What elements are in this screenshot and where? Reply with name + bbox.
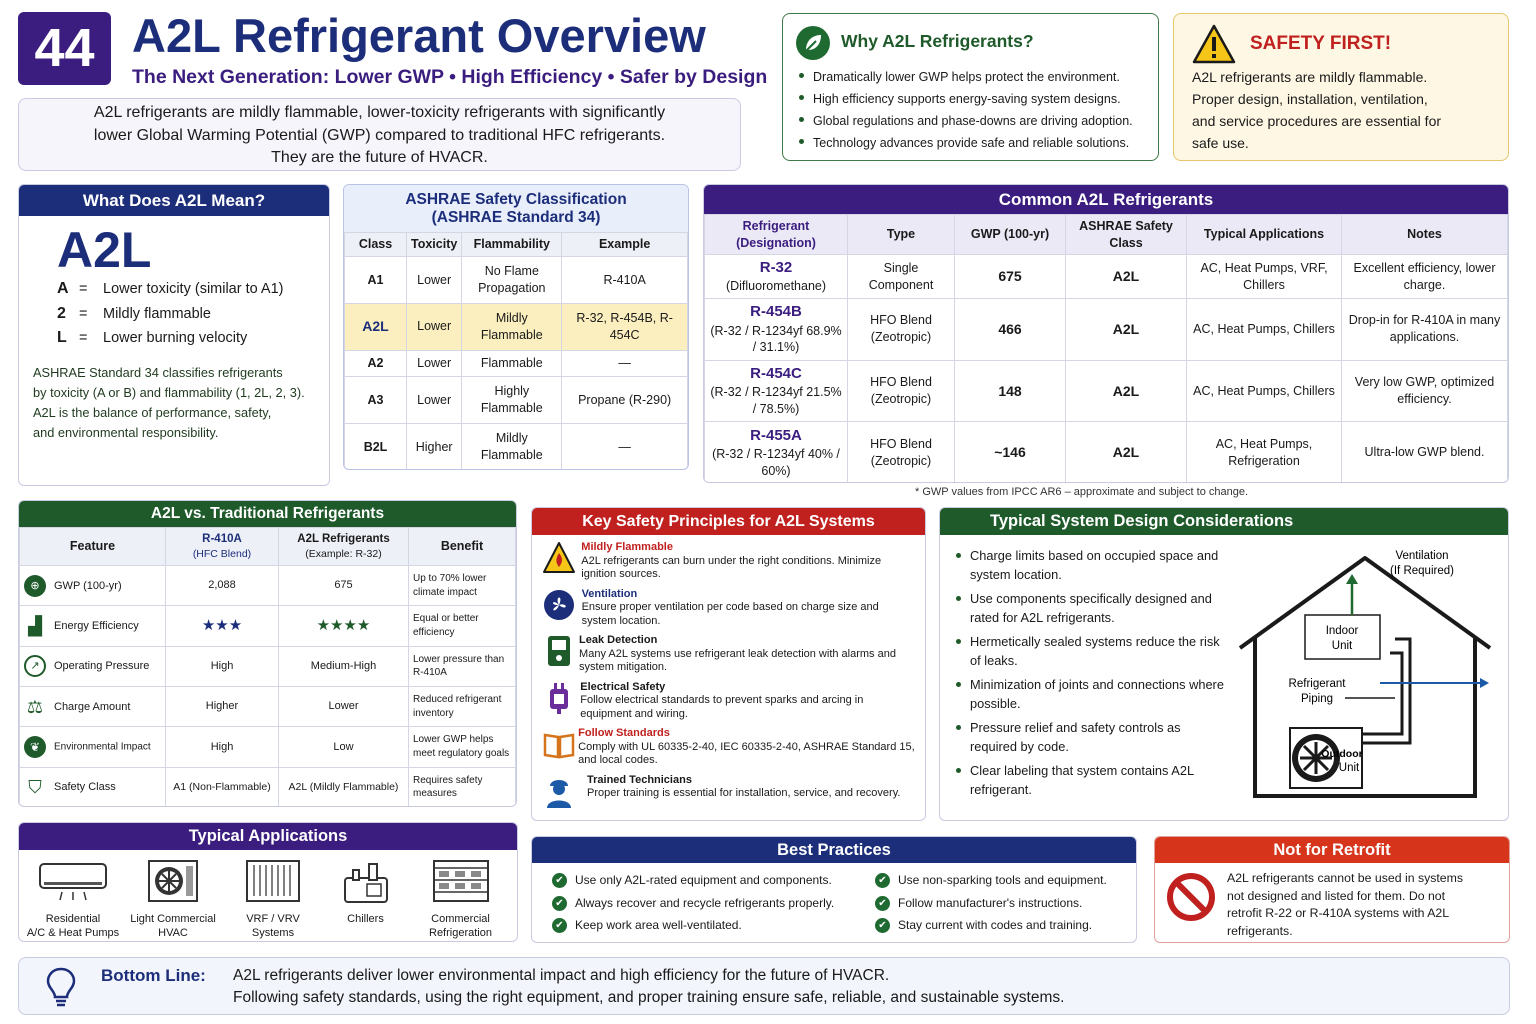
note-line: by toxicity (A or B) and flammability (1, 2L, 2, 3). [33, 385, 305, 400]
table-row: ↗ Operating Pressure High Medium-High Lower pressure than R-410A [20, 646, 516, 686]
list-item: ✔ Stay current with codes and training. [875, 914, 1107, 937]
safety-principles-panel [531, 507, 926, 821]
outdoor-unit-label: Unit [1338, 762, 1360, 774]
ventilation-label: Ventilation [1395, 550, 1449, 562]
safety-line: and service procedures are essential for [1192, 113, 1442, 129]
retrofit-text: A2L refrigerants cannot be used in systems not designed and listed for them. Do not retrofit R-22 or R-410A systems with A2L refrigerants. [1227, 871, 1464, 938]
application-item: Residential A/C & Heat Pumps [26, 858, 121, 940]
table-header: Example [562, 233, 688, 257]
check-icon: ✔ [875, 896, 890, 911]
applications-title: Typical Applications [19, 823, 517, 850]
application-item: Chillers [326, 858, 406, 940]
design-considerations-panel [939, 507, 1509, 821]
check-icon: ✔ [875, 873, 890, 888]
lightbulb-icon [45, 966, 77, 1013]
a2l-meaning-panel [18, 184, 330, 486]
table-header: Feature [20, 528, 166, 566]
best-practices-panel [531, 836, 1137, 943]
a2l-row: A = Lower toxicity (similar to A1) [57, 280, 284, 297]
a2l-big-label: A2L [57, 222, 152, 278]
safety-title: SAFETY FIRST! [1250, 33, 1392, 54]
subtitle-part: High Efficiency [461, 66, 603, 88]
table-header: Notes [1342, 215, 1508, 255]
table-row-highlight: A2L Lower Mildly Flammable R-32, R-454B, R-454C [345, 303, 688, 350]
principle-desc: Follow electrical standards to prevent sparks and arcing in equipment and wiring. [580, 694, 864, 720]
note-line: A2L is the balance of performance, safety, [33, 405, 272, 420]
table-header: GWP (100-yr) [955, 215, 1066, 255]
list-item: Clear labeling that system contains A2L refrigerant. [956, 761, 1226, 799]
indoor-unit-label: Indoor [1325, 625, 1359, 637]
bottom-line-text: A2L refrigerants deliver lower environmental impact and high efficiency for the future of HVACR. Following safety standards, using the right equipment, and proper training ensure safe, reliable, and sustainable systems. [233, 967, 1065, 1006]
table-header: Class [345, 233, 407, 257]
technician-icon [542, 774, 587, 821]
list-item: ✔ Use only A2L-rated equipment and components. [552, 869, 834, 892]
book-icon [542, 727, 578, 774]
safety-text [1192, 66, 1441, 154]
table-header: Toxicity [407, 233, 462, 257]
comparison-table [19, 527, 516, 807]
why-title: Why A2L Refrigerants? [841, 31, 1034, 51]
common-table [704, 214, 1508, 483]
intro-line: A2L refrigerants are mildly flammable, lower-toxicity refrigerants with significantly [93, 104, 666, 121]
list-item: Use components specifically designed and rated for A2L refrigerants. [956, 589, 1226, 627]
safety-line: A2L refrigerants are mildly flammable. [1192, 69, 1428, 85]
list-item: ✔ Follow manufacturer's instructions. [875, 892, 1107, 915]
ashrae-table [344, 232, 688, 470]
table-row: ⚖ Charge Amount Higher Lower Reduced refrigerant inventory [20, 686, 516, 726]
design-list [956, 546, 1226, 804]
table-row: R-454B (R-32 / R-1234yf 68.9% / 31.1%) HFO Blend (Zeotropic) 466 A2L AC, Heat Pumps, Chillers Drop-in for R-410A in many applications. [705, 299, 1508, 361]
page-subtitle: The Next Generation: Lower GWP • High Efficiency • Safer by Design [132, 66, 768, 88]
ventilation-label: (If Required) [1390, 565, 1454, 577]
application-item: VRF / VRV Systems [226, 858, 321, 940]
a2l-row: 2 = Mildly flammable [57, 304, 211, 322]
application-item: Commercial Refrigeration [411, 858, 511, 940]
list-item: Technology advances provide safe and reliable solutions. [799, 132, 1133, 154]
intro-line: They are the future of HVACR. [271, 149, 488, 166]
flame-warning-icon [542, 541, 581, 588]
list-item: Global regulations and phase-downs are driving adoption. [799, 110, 1133, 132]
check-icon: ✔ [552, 918, 567, 933]
plug-icon [542, 681, 580, 728]
outdoor-unit-label: Outdoor [1321, 748, 1363, 760]
gauge-icon: ↗ [24, 655, 46, 677]
common-refrigerants-panel [703, 184, 1509, 483]
ashrae-title-line: ASHRAE Safety Classification [405, 191, 627, 208]
principle-desc: A2L refrigerants can burn under the right conditions. Minimize ignition sources. [581, 554, 882, 580]
a2l-note [33, 363, 305, 443]
indoor-unit-label: Unit [1331, 640, 1353, 652]
best-left-list [552, 869, 834, 937]
bar-chart-icon: ▟ [28, 615, 42, 636]
warning-icon [1192, 24, 1236, 69]
application-item: Light Commercial HVAC [126, 858, 221, 940]
vrf-icon [226, 858, 321, 912]
principle-title: Mildly Flammable [581, 541, 673, 553]
chiller-icon [326, 858, 406, 912]
principle-item [542, 634, 915, 681]
number-badge: 44 [18, 12, 111, 85]
a2l-legend [57, 277, 284, 351]
table-row: B2L Higher Mildly Flammable — [345, 424, 688, 470]
retrofit-title: Not for Retrofit [1155, 837, 1509, 863]
list-item: ✔ Use non-sparking tools and equipment. [875, 869, 1107, 892]
common-title: Common A2L Refrigerants [704, 185, 1508, 214]
table-header: ASHRAE Safety Class [1066, 215, 1187, 255]
fan-icon [542, 588, 582, 635]
table-row: R-455A (R-32 / R-1234yf 40% / 60%) HFO Blend (Zeotropic) ~146 A2L AC, Heat Pumps, Refrigeration Ultra-low GWP blend. [705, 422, 1508, 483]
table-header: Benefit [409, 528, 516, 566]
comparison-title: A2L vs. Traditional Refrigerants [19, 501, 516, 527]
list-item: ✔ Always recover and recycle refrigerants properly. [552, 892, 834, 915]
list-item: Minimization of joints and connections where possible. [956, 675, 1226, 713]
note-line: ASHRAE Standard 34 classifies refrigerants [33, 365, 283, 380]
table-header: A2L Refrigerants (Example: R-32) [279, 528, 409, 566]
why-list [799, 66, 1133, 154]
principle-desc: Many A2L systems use refrigerant leak detection with alarms and system mitigation. [579, 647, 896, 673]
best-right-list [875, 869, 1107, 937]
retrofit-panel [1154, 836, 1510, 943]
safety-line: Proper design, installation, ventilation, [1192, 91, 1428, 107]
safety-line: safe use. [1192, 135, 1249, 151]
principles-list [532, 535, 925, 820]
principle-item [542, 541, 915, 588]
globe-icon: ⊕ [24, 575, 46, 597]
safety-first-box [1173, 13, 1509, 161]
why-a2l-box [782, 13, 1159, 161]
principle-desc: Proper training is essential for installation, service, and recovery. [587, 787, 901, 799]
table-header: Type [848, 215, 955, 255]
table-row: ⛉ Safety Class A1 (Non-Flammable) A2L (Mildly Flammable) Requires safety measures [20, 767, 516, 807]
system-diagram [1230, 538, 1500, 818]
check-icon: ✔ [552, 873, 567, 888]
ashrae-title-line: (ASHRAE Standard 34) [431, 209, 601, 226]
principle-item [542, 727, 915, 774]
check-icon: ✔ [552, 896, 567, 911]
table-row: ⊕ GWP (100-yr) 2,088 675 Up to 70% lower climate impact [20, 566, 516, 606]
table-header: Refrigerant (Designation) [705, 215, 848, 255]
best-practices-title: Best Practices [532, 837, 1136, 863]
comparison-panel [18, 500, 517, 807]
scale-icon: ⚖ [26, 696, 44, 717]
principle-item [542, 681, 915, 728]
check-icon: ✔ [875, 918, 890, 933]
applications-panel [18, 822, 518, 942]
subtitle-part: Safer by Design [619, 66, 768, 88]
gwp-footnote: * GWP values from IPCC AR6 – approximate and subject to change. [915, 486, 1249, 498]
display-case-icon [411, 858, 511, 912]
principle-item [542, 588, 915, 635]
list-item: High efficiency supports energy-saving system designs. [799, 88, 1133, 110]
list-item: Dramatically lower GWP helps protect the environment. [799, 66, 1133, 88]
a2l-row: L = Lower burning velocity [57, 329, 248, 346]
principle-desc: Comply with UL 60335-2-40, IEC 60335-2-40, ASHRAE Standard 15, and local codes. [578, 740, 915, 766]
list-item: ✔ Keep work area well-ventilated. [552, 914, 834, 937]
principle-title: Electrical Safety [580, 680, 666, 693]
bottom-line-box [18, 957, 1510, 1015]
subtitle-part: The Next Generation: Lower GWP [132, 66, 444, 88]
principle-title: Trained Technicians [587, 773, 692, 786]
list-item: Pressure relief and safety controls as required by code. [956, 718, 1226, 756]
a2l-meaning-title: What Does A2L Mean? [19, 185, 329, 216]
table-header: Typical Applications [1187, 215, 1342, 255]
page-title: A2L Refrigerant Overview [132, 9, 706, 62]
shield-check-icon: ⛉ [28, 777, 42, 798]
note-line: and environmental responsibility. [33, 425, 219, 440]
table-row: ▟ Energy Efficiency ★★★ ★★★★ Equal or better efficiency [20, 606, 516, 646]
table-row: R-454C (R-32 / R-1234yf 21.5% / 78.5%) HFO Blend (Zeotropic) 148 A2L AC, Heat Pumps, Chillers Very low GWP, optimized efficiency. [705, 360, 1508, 422]
table-row: ❦ Environmental Impact High Low Lower GWP helps meet regulatory goals [20, 727, 516, 767]
leaf-icon: ❦ [24, 736, 46, 758]
ashrae-title [344, 185, 688, 232]
condenser-icon [126, 858, 221, 912]
table-row: R-32 (Difluoromethane) Single Component 675 A2L AC, Heat Pumps, VRF, Chillers Excellent efficiency, lower charge. [705, 255, 1508, 299]
piping-label: Refrigerant [1288, 678, 1346, 690]
table-row: A2 Lower Flammable — [345, 350, 688, 376]
table-header: Flammability [462, 233, 562, 257]
leak-detector-icon [542, 634, 579, 681]
principle-title: Follow Standards [578, 727, 670, 739]
ashrae-classification-panel [343, 184, 689, 470]
bottom-line-label: Bottom Line: [101, 966, 206, 985]
table-row: A1 Lower No Flame Propagation R-410A [345, 257, 688, 304]
principles-title: Key Safety Principles for A2L Systems [532, 508, 925, 535]
intro-box [18, 98, 741, 171]
principle-title: Leak Detection [579, 634, 658, 646]
intro-line: lower Global Warming Potential (GWP) compared to traditional HFC refrigerants. [93, 126, 666, 144]
piping-label: Piping [1301, 693, 1333, 705]
no-symbol-icon [1165, 871, 1217, 928]
table-header: R-410A (HFC Blend) [166, 528, 279, 566]
list-item: Charge limits based on occupied space and system location. [956, 546, 1226, 584]
principle-desc: Ensure proper ventilation per code based on charge size and system location. [581, 601, 879, 627]
list-item: Hermetically sealed systems reduce the risk of leaks. [956, 632, 1226, 670]
design-title: Typical System Design Considerations [940, 508, 1508, 535]
principle-item [542, 774, 915, 821]
principle-title: Ventilation [581, 587, 638, 600]
leaf-icon [796, 26, 830, 60]
mini-split-icon [26, 858, 121, 912]
table-row: A3 Lower Highly Flammable Propane (R-290) [345, 377, 688, 424]
